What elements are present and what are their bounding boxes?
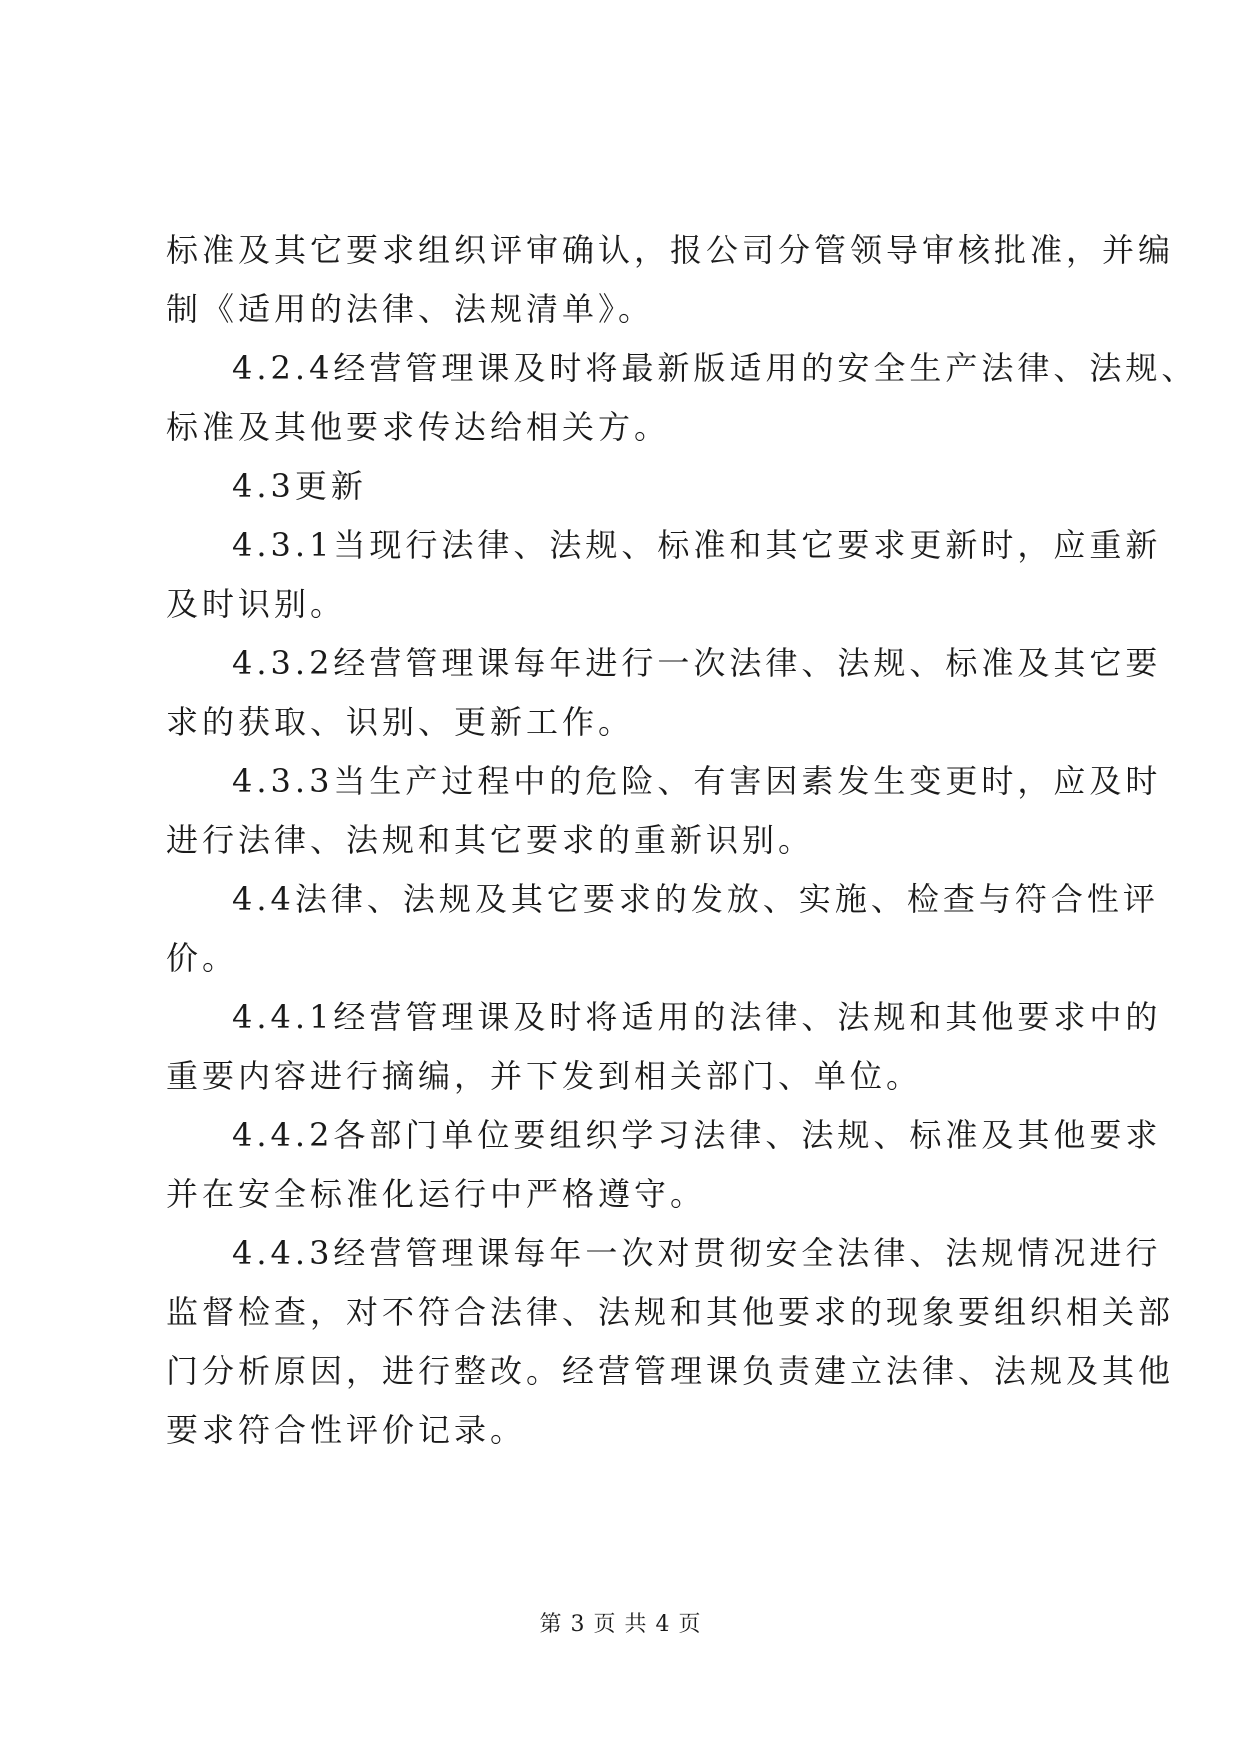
text-line: 4.4.2各部门单位要组织学习法律、法规、标准及其他要求 <box>232 1116 1162 1154</box>
text-line: 4.3.2经营管理课每年进行一次法律、法规、标准及其它要 <box>232 644 1162 682</box>
text-line: 求的获取、识别、更新工作。 <box>166 703 635 741</box>
text-line: 制《适用的法律、法规清单》。 <box>166 290 655 328</box>
text-line: 4.4.3经营管理课每年一次对贯彻安全法律、法规情况进行 <box>232 1234 1162 1272</box>
text-line: 进行法律、法规和其它要求的重新识别。 <box>166 821 815 859</box>
text-line: 监督检查，对不符合法律、法规和其他要求的现象要组织相关部 <box>166 1293 1175 1331</box>
text-line: 门分析原因，进行整改。经营管理课负责建立法律、法规及其他 <box>166 1352 1175 1390</box>
text-line: 及时识别。 <box>166 585 347 623</box>
text-line: 4.2.4经营管理课及时将最新版适用的安全生产法律、法规、 <box>232 349 1198 387</box>
text-line: 要求符合性评价记录。 <box>166 1411 527 1449</box>
text-line: 标准及其它要求组织评审确认，报公司分管领导审核批准，并编 <box>166 231 1175 269</box>
text-line: 重要内容进行摘编，并下发到相关部门、单位。 <box>166 1057 923 1095</box>
page-footer: 第 3 页 共 4 页 <box>539 1612 702 1637</box>
text-line: 4.4.1经营管理课及时将适用的法律、法规和其他要求中的 <box>232 998 1162 1036</box>
text-line: 并在安全标准化运行中严格遵守。 <box>166 1175 707 1213</box>
text-line: 标准及其他要求传达给相关方。 <box>166 408 671 446</box>
section-heading: 4.3更新 <box>232 467 367 505</box>
text-line: 4.3.3当生产过程中的危险、有害因素发生变更时，应及时 <box>232 762 1162 800</box>
text-line: 4.4法律、法规及其它要求的发放、实施、检查与符合性评 <box>232 880 1159 918</box>
text-line: 价。 <box>166 939 239 977</box>
text-line: 4.3.1当现行法律、法规、标准和其它要求更新时，应重新 <box>232 526 1162 564</box>
